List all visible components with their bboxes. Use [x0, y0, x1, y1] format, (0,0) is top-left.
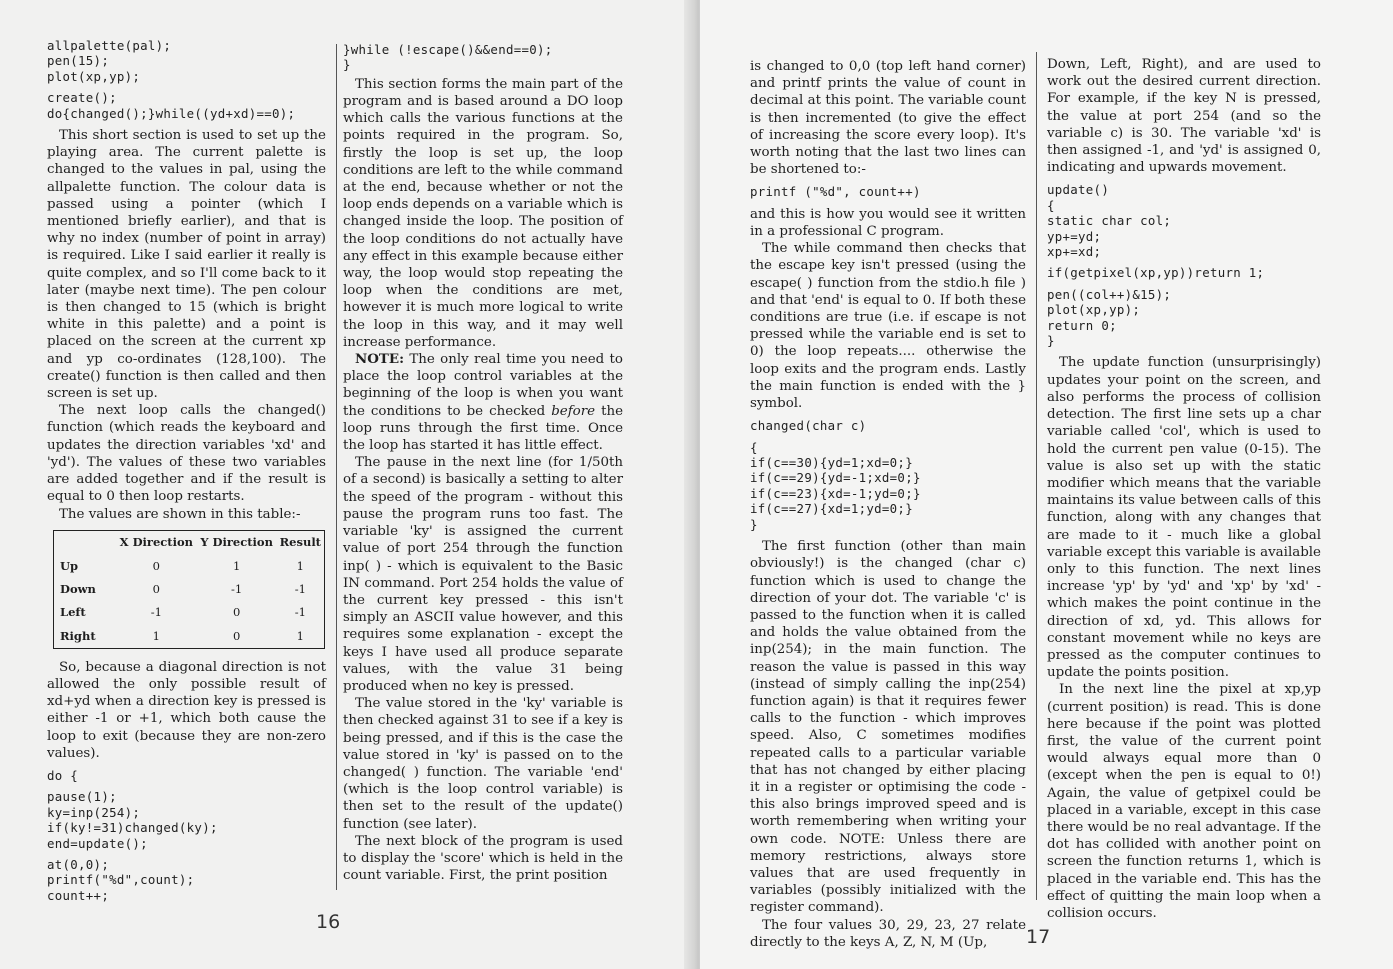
column-rule — [1036, 52, 1037, 900]
note-label: NOTE: — [355, 351, 405, 368]
code-block: pen((col++)&15); plot(xp,yp); return 0; } — [1047, 286, 1172, 349]
code-block: }while (!escape()&&end==0); } — [343, 42, 553, 73]
table-cell: 1 — [296, 628, 304, 643]
paragraph: The update function (unsurprisingly) updates your point on the screen, and also performs the process of collision detection. The first line sets up a char variable called 'col', which is used to hold the current pen value (0-15). The value is also set up with the static modifier which means that the variable maintains its value between calls of this function, along with any changes that are made to it - much like a global variable except this variable is available only to this function. The next lines increase 'yp' by 'yd' and 'xp' by 'xd' - which makes the point continue in the direction of xd, yd. This allows for constant movement while no keys are pressed as the computer continues to update the points position. — [1047, 355, 1321, 681]
table-cell: 0 — [152, 558, 160, 573]
paragraph: This short section is used to set up the playing area. The current palette is changed to the values in pal, using the allpalette function. The colour data is passed using a pointer (which I mentioned briefly earlier), and that is why no index (number of point in array) is required. Like I said earlier it really is quite complex, and so I'll come back to it later (maybe next time). The pen colour is then changed to 15 (which is bright white in this palette) and a point is placed on the screen at the current xp and yp co-ordinates (128,100). The create() function is then called and then screen is set up. — [47, 128, 326, 402]
table-row — [54, 601, 325, 624]
paragraph: This section forms the main part of the program and is based around a DO loop which calls the various functions at the points required in the program. So, firstly the loop is set up, the loop conditions are left to the while command at the end, because whether or not the loop ends depends on a variable which is changed inside the loop. The position of the loop conditions do not actually have any effect in this example because either way, the loop would stop repeating the loop when the conditions are met, however it is much more logical to write the loop in this way, and it may well increase performance. — [343, 76, 623, 350]
table-cell: -1 — [150, 605, 162, 620]
table-cell: 0 — [232, 628, 241, 643]
table-cell: 1 — [296, 558, 304, 573]
page-17 — [700, 0, 1393, 969]
table-cell: Left — [60, 605, 86, 620]
table-row — [54, 625, 325, 649]
page17-column-2 — [1047, 56, 1321, 922]
code-block: changed(char c) — [750, 418, 867, 434]
paragraph: In the next line the pixel at xp,yp (current position) is read. This is done here because if the point was plotted first, the value of the current point would always equal more than 0 (except when the pen is equal to 0!) Again, the value of getpixel could be placed in a variable, except in this case there would be no real advantage. If the dot has collided with another point on screen the function returns 1, which is placed in the variable end. This has the effect of quitting the main loop when a collision occurs. — [1047, 682, 1321, 921]
direction-table — [53, 530, 325, 649]
note-text: the loop runs through the first time. Once the loop has started it has little effect. — [343, 403, 623, 454]
table-cell: 0 — [232, 605, 241, 620]
emphasis: before — [551, 403, 596, 419]
table-row — [54, 578, 325, 601]
page16-column-2 — [343, 42, 623, 884]
column-rule — [336, 44, 337, 890]
paragraph: The while command then checks that the escape key isn't pressed (using the escape( ) function from the stdio.h file ) and that 'end' is equal to 0. If both these conditions are true (i.e. if escape is not pressed while the variable end is set to 0) the loop repeats.... otherwise the loop exits and the program ends. Lastly the main function is ended with the } symbol. — [750, 241, 1026, 412]
table-header-row — [54, 530, 325, 555]
code-block: printf ("%d", count++) — [750, 184, 921, 200]
code-block: allpalette(pal); pen(15); plot(xp,yp); — [47, 38, 172, 84]
table-header: X Direction — [119, 534, 194, 549]
paragraph: is changed to 0,0 (top left hand corner) and printf prints the value of count in decimal at this point. The variable count is then incremented (to give the effect of increasing the score every loop). It's worth noting that the last two lines can be shortened to:- — [750, 59, 1026, 178]
page-number: 16 — [316, 911, 341, 933]
paragraph: The first function (other than main obviously!) is the changed (char c) function which is used to change the direction of your dot. The variable 'c' is passed to the function when it is called and holds the value obtained from the inp(254); in the main function. The reason the value is passed in this way (instead of simply calling the inp(254) function again) is that it requires fewer calls to the function - which improves speed. Also, C sometimes modifies repeated calls to a particular variable that has not changed by either placing it in a register or optimising the code - this also brings improved speed and is worth remembering when writing your own code. NOTE: Unless there are memory restrictions, always store values that are used frequently in variables (possibly initialized with the register command). — [750, 539, 1026, 916]
code-block: do { — [47, 767, 79, 783]
code-block: update() { static char col; yp+=yd; xp+=xd; — [1047, 182, 1172, 260]
table-cell: -1 — [231, 582, 243, 597]
paragraph: The values are shown in this table:- — [59, 506, 301, 522]
table-cell: 0 — [152, 582, 160, 597]
note-text: The only real time you need to place the loop control variables at the beginning of the loop is when you want the conditions to be checked — [343, 352, 623, 419]
page17-column-1 — [750, 58, 1026, 951]
table-cell: -1 — [294, 605, 306, 620]
paragraph: and this is how you would see it written in a professional C program. — [750, 206, 1026, 240]
code-block: create(); do{changed();}while((yd+xd)==0); — [47, 90, 296, 121]
table-row — [54, 555, 325, 578]
page16-column-1 — [47, 38, 326, 903]
table-header: Y Direction — [200, 534, 273, 549]
table-cell: Up — [60, 558, 79, 573]
paragraph: The four values 30, 29, 23, 27 relate directly to the keys A, Z, N, M (Up, — [750, 917, 1026, 950]
paragraph — [343, 351, 623, 454]
paragraph: The pause in the next line (for 1/50th of a second) is basically a setting to alter the speed of the program - without this pause the program runs too fast. The variable 'ky' is assigned the current value of port 254 through the function inp( ) - which is equivalent to the Basic IN command. Port 254 holds the value of the current key pressed - this isn't simply an ASCII value however, and this requires some explanation - except the keys I have used all produce separate values, with the value 31 being produced when no key is pressed. — [343, 455, 623, 694]
code-block: at(0,0); printf("%d",count); count++; — [47, 856, 195, 903]
table-cell: 1 — [232, 558, 241, 573]
table-cell: Right — [60, 628, 96, 643]
code-block: if(getpixel(xp,yp))return 1; — [1047, 265, 1265, 281]
table-header — [54, 530, 117, 555]
paragraph: The next loop calls the changed() function (which reads the keyboard and updates the direction variables 'xd' and 'yd'). The values of these two variables are added together and if the result is equal to 0 then loop restarts. — [47, 403, 326, 505]
code-block: { if(c==30){yd=1;xd=0;} if(c==29){yd=-1;xd=0;} if(c==23){xd=-1;yd=0;} if(c==27){xd=1;yd=0;} } — [750, 439, 921, 532]
table-cell: 1 — [152, 628, 160, 643]
paragraph: Down, Left, Right), and are used to work out the desired current direction. For example, if the key N is pressed, the value at port 254 (and so the variable c) is 30. The variable 'xd' is then assigned -1, and 'yd' is assigned 0, indicating and upwards movement. — [1047, 57, 1321, 176]
page-16 — [0, 0, 694, 969]
paragraph: So, because a diagonal direction is not allowed the only possible result of xd+yd when a direction key is pressed is either -1 or +1, which both cause the loop to exit (because they are non-zero values). — [47, 659, 326, 761]
paragraph: The value stored in the 'ky' variable is then checked against 31 to see if a key is being pressed, and if this is the case the value stored in 'ky' is passed on to the changed( ) function. The variable 'end' (which is the loop control variable) is then set to the result of the update() function (see later). — [343, 696, 623, 832]
table-cell: Down — [60, 582, 96, 597]
table-header: Result — [279, 534, 321, 549]
table-cell: -1 — [294, 582, 306, 597]
page-number: 17 — [1026, 926, 1051, 948]
paragraph: The next block of the program is used to display the 'score' which is held in the count variable. First, the print position — [343, 833, 623, 884]
code-block: pause(1); ky=inp(254); if(ky!=31)changed(ky); end=update(); — [47, 789, 218, 851]
